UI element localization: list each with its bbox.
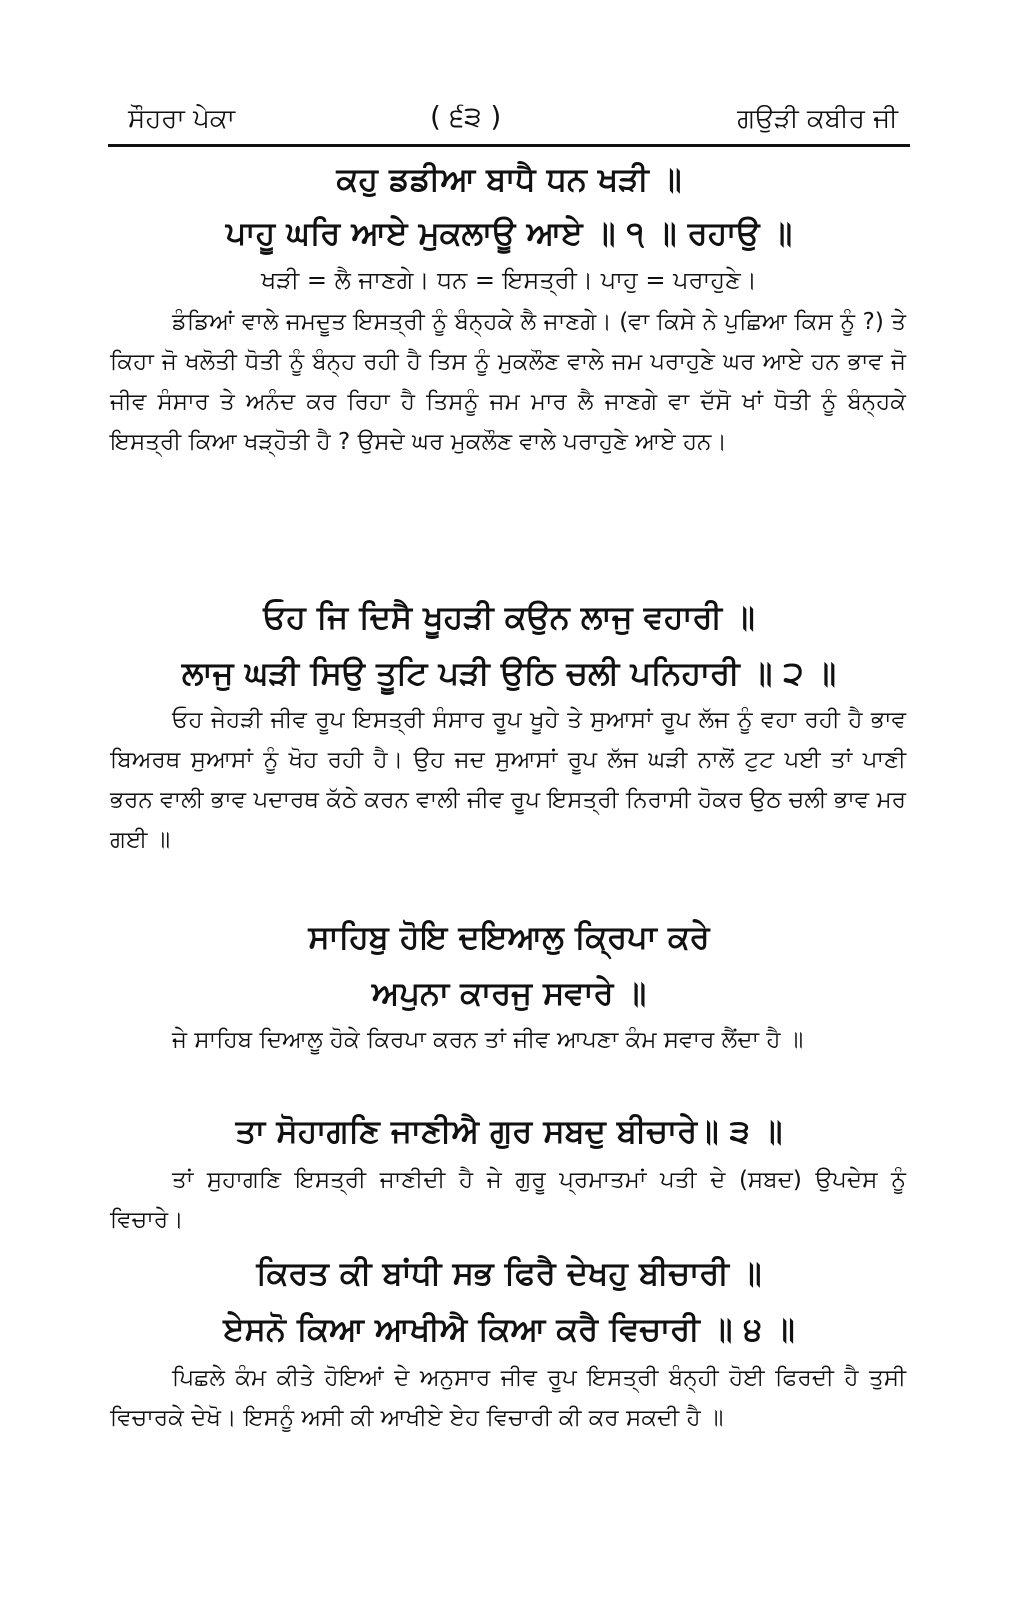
verse-2-line-1: ਓਹ ਜਿ ਦਿਸੈ ਖੂਹੜੀ ਕਉਨ ਲਾਜੁ ਵਹਾਰੀ ॥	[263, 598, 755, 636]
verse-3-line-1: ਸਾਹਿਬੁ ਹੋਇ ਦਇਆਲੁ ਕ੍ਰਿਪਾ ਕਰੇ	[308, 918, 710, 956]
commentary-paragraph-1: ਡੰਡਿਆਂ ਵਾਲੇ ਜਮਦੂਤ ਇਸਤ੍ਰੀ ਨੂੰ ਬੰਨ੍ਹਕੇ ਲੈ ਜਾਣਗੇ। (ਵਾ ਕਿਸੇ ਨੇ ਪੁਛਿਆ ਕਿਸ ਨੂੰ ?) ਤੇ ਕਿਹਾ ਜੋ ਖਲੋਤੀ ਧੋਤੀ ਨੂੰ ਬੰਨ੍ਹ ਰਹੀ ਹੈ ਤਿਸ ਨੂੰ ਮੁਕਲੌਣ ਵਾਲੇ ਜਮ ਪਰਾਹੁਣੇ ਘਰ ਆਏ ਹਨ ਭਾਵ ਜੋ ਜੀਵ ਸੰਸਾਰ ਤੇ ਅਨੰਦ ਕਰ ਰਿਹਾ ਹੈ ਤਿਸਨੂੰ ਜਮ ਮਾਰ ਲੈ ਜਾਣਗੇ ਵਾ ਦੱਸੋ ਖਾਂ ਧੋਤੀ ਨੂੰ ਬੰਨ੍ਹਕੇ ਇਸਤ੍ਰੀ ਕਿਆ ਖੜ੍ਹੋਤੀ ਹੈ ? ਉਸਦੇ ਘਰ ਮੁਕਲੌਣ ਵਾਲੇ ਪਰਾਹੁਣੇ ਆਏ ਹਨ।	[110, 309, 906, 455]
page-header	[110, 100, 908, 144]
verse-2-line-2: ਲਾਜੁ ਘੜੀ ਸਿਉ ਤੂਟਿ ਪੜੀ ਉਠਿ ਚਲੀ ਪਨਿਹਾਰੀ ॥ ੨ ॥	[181, 654, 837, 692]
header-raag-title: ਗਉੜੀ ਕਬੀਰ ਜੀ	[737, 104, 898, 134]
commentary-paragraph-4: ਤਾਂ ਸੁਹਾਗਣਿ ਇਸਤ੍ਰੀ ਜਾਣੀਦੀ ਹੈ ਜੇ ਗੁਰੂ ਪ੍ਰਮਾਤਮਾਂ ਪਤੀ ਦੇ (ਸਬਦ) ਉਪਦੇਸ ਨੂੰ ਵਿਚਾਰੇ।	[110, 1167, 906, 1233]
commentary-paragraph-2: ਓਹ ਜੇਹੜੀ ਜੀਵ ਰੂਪ ਇਸਤ੍ਰੀ ਸੰਸਾਰ ਰੂਪ ਖੂਹੇ ਤੇ ਸੁਆਸਾਂ ਰੂਪ ਲੱਜ ਨੂੰ ਵਹਾ ਰਹੀ ਹੈ ਭਾਵ ਬਿਅਰਥ ਸੁਆਸਾਂ ਨੂੰ ਖੋਹ ਰਹੀ ਹੈ। ਉਹ ਜਦ ਸੁਆਸਾਂ ਰੂਪ ਲੱਜ ਘੜੀ ਨਾਲੋਂ ਟੁਟ ਪਈ ਤਾਂ ਪਾਣੀ ਭਰਨ ਵਾਲੀ ਭਾਵ ਪਦਾਰਥ ਕੱਠੇ ਕਰਨ ਵਾਲੀ ਜੀਵ ਰੂਪ ਇਸਤ੍ਰੀ ਨਿਰਾਸੀ ਹੋਕਰ ਉਠ ਚਲੀ ਭਾਵ ਮਰ ਗਈ ॥	[110, 707, 906, 853]
verse-4-line-1: ਤਾ ਸੋਹਾਗਣਿ ਜਾਣੀਐ ਗੁਰ ਸਬਦੁ ਬੀਚਾਰੇ॥ ੩ ॥	[235, 1112, 783, 1150]
verse-1-line-1: ਕਹੁ ਡਡੀਆ ਬਾਧੈ ਧਨ ਖੜੀ ॥	[336, 160, 682, 198]
commentary-paragraph-5: ਪਿਛਲੇ ਕੰਮ ਕੀਤੇ ਹੋਇਆਂ ਦੇ ਅਨੁਸਾਰ ਜੀਵ ਰੂਪ ਇਸਤ੍ਰੀ ਬੰਨ੍ਹੀ ਹੋਈ ਫਿਰਦੀ ਹੈ ਤੁਸੀ ਵਿਚਾਰਕੇ ਦੇਖੋ। ਇਸਨੂੰ ਅਸੀ ਕੀ ਆਖੀਏ ਏਹ ਵਿਚਾਰੀ ਕੀ ਕਰ ਸਕਦੀ ਹੈ ॥	[110, 1365, 906, 1431]
commentary-paragraph-3: ਜੇ ਸਾਹਿਬ ਦਿਆਲੂ ਹੋਕੇ ਕਿਰਪਾ ਕਰਨ ਤਾਂ ਜੀਵ ਆਪਣਾ ਕੰਮ ਸਵਾਰ ਲੈਂਦਾ ਹੈ ॥	[172, 1027, 804, 1053]
word-definitions: ਖੜੀ = ਲੈ ਜਾਣਗੇ। ਧਨ = ਇਸਤ੍ਰੀ। ਪਾਹੁ = ਪਰਾਹੁਣੇ।	[261, 266, 757, 294]
verse-5-line-1: ਕਿਰਤ ਕੀ ਬਾਂਧੀ ਸਭ ਫਿਰੈ ਦੇਖਹੁ ਬੀਚਾਰੀ ॥	[256, 1254, 762, 1292]
header-page-number: ( ੬੩ )	[430, 100, 502, 133]
verse-3-line-2: ਅਪੁਨਾ ਕਾਰਜੁ ਸਵਾਰੇ ॥	[371, 974, 647, 1012]
header-rule	[108, 144, 910, 147]
verse-5-line-2: ਏਸਨੋ ਕਿਆ ਆਖੀਐ ਕਿਆ ਕਰੈ ਵਿਚਾਰੀ ॥ ੪ ॥	[223, 1310, 795, 1348]
header-book-title: ਸੌਹਰਾ ਪੇਕਾ	[128, 104, 236, 134]
verse-1-line-2: ਪਾਹੂ ਘਰਿ ਆਏ ਮੁਕਲਾਊ ਆਏ ॥ ੧ ॥ ਰਹਾਉ ॥	[225, 214, 793, 252]
